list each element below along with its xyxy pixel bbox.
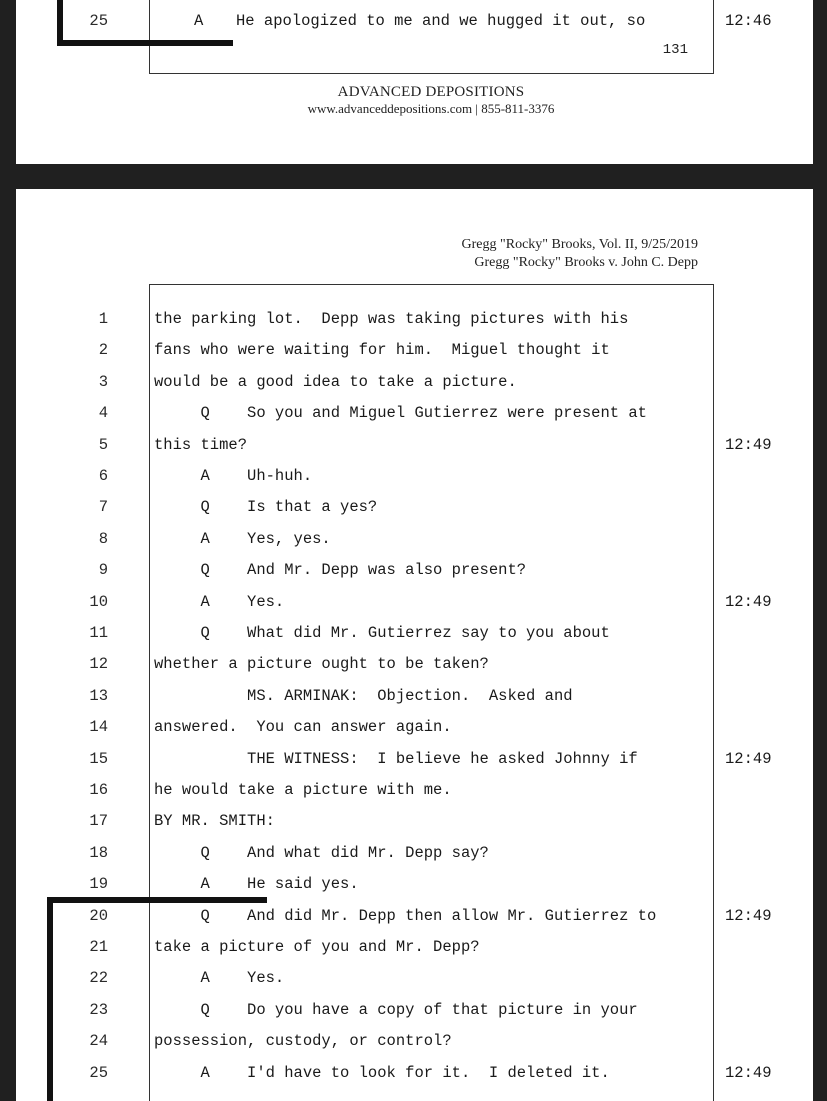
transcript-page-previous — [16, 0, 813, 164]
line-number: 9 — [98, 561, 108, 580]
transcript-line-text: Q Is that a yes? — [154, 498, 378, 517]
line-number: 5 — [98, 435, 108, 454]
speaker-marker: A — [194, 12, 204, 30]
header-case-title: Gregg "Rocky" Brooks v. John C. Depp — [474, 255, 698, 270]
line-number: 12 — [89, 655, 108, 674]
transcript-line-text: He apologized to me and we hugged it out, so — [236, 12, 646, 30]
line-number: 25 — [89, 12, 108, 30]
line-number: 23 — [89, 1000, 108, 1019]
transcript-line-text: he would take a picture with me. — [154, 781, 452, 799]
transcript-line-text: would be a good idea to take a picture. — [154, 372, 517, 391]
line-number: 22 — [89, 969, 108, 988]
line-number: 8 — [98, 529, 108, 548]
transcript-line-text: the parking lot. Depp was taking pictures with his — [154, 310, 629, 328]
footer-contact: www.advanceddepositions.com | 855-811-3376 — [307, 101, 555, 116]
line-number: 25 — [89, 1063, 108, 1082]
transcript-line-text: A Yes, yes. — [154, 529, 331, 548]
transcript-line-text: A I'd have to look for it. I deleted it. — [154, 1063, 610, 1082]
line-number: 15 — [89, 749, 108, 768]
line-number: 24 — [89, 1032, 108, 1051]
transcript-line-text: fans who were waiting for him. Miguel thought it — [154, 341, 610, 360]
transcript-line-text: A Yes. — [154, 969, 285, 988]
line-number: 10 — [89, 592, 108, 611]
bracket-mark-horizontal — [47, 897, 267, 903]
transcript-line-text: MS. ARMINAK: Objection. Asked and — [154, 686, 573, 705]
page-header — [462, 236, 698, 272]
timestamp: 12:49 — [725, 906, 772, 925]
line-number: 20 — [89, 906, 108, 925]
transcript-line-text: Q So you and Miguel Gutierrez were present at — [154, 404, 647, 423]
transcript-line-text: BY MR. SMITH: — [154, 812, 275, 831]
line-number: 19 — [89, 875, 108, 894]
page-footer — [216, 84, 646, 117]
transcript-page — [16, 189, 813, 1101]
transcript-line-text: THE WITNESS: I believe he asked Johnny if — [154, 749, 638, 768]
transcript-line-text: this time? — [154, 435, 248, 454]
transcript-line-text: Q And did Mr. Depp then allow Mr. Gutierrez to — [154, 906, 657, 925]
transcript-line-text: Q What did Mr. Gutierrez say to you about — [154, 624, 610, 642]
line-number: 6 — [98, 467, 108, 485]
line-number: 4 — [98, 404, 108, 423]
line-number: 13 — [89, 686, 108, 705]
transcript-line-text: take a picture of you and Mr. Depp? — [154, 938, 480, 956]
timestamp: 12:49 — [725, 592, 772, 611]
bracket-mark-vertical — [47, 897, 53, 1101]
timestamp: 12:49 — [725, 435, 772, 454]
line-number: 18 — [89, 843, 108, 862]
timestamp: 12:49 — [725, 749, 772, 768]
transcript-line-text: possession, custody, or control? — [154, 1032, 452, 1051]
timestamp: 12:46 — [725, 12, 772, 30]
transcript-line-text: Q And what did Mr. Depp say? — [154, 843, 489, 862]
line-number: 21 — [89, 938, 108, 956]
header-case-volume: Gregg "Rocky" Brooks, Vol. II, 9/25/2019 — [461, 237, 698, 252]
transcript-line-text: Q And Mr. Depp was also present? — [154, 561, 527, 580]
timestamp: 12:49 — [725, 1063, 772, 1082]
page-number: 131 — [662, 42, 688, 58]
transcript-line-text: answered. You can answer again. — [154, 718, 452, 737]
transcript-line-text: A Uh-huh. — [154, 467, 313, 485]
line-number: 7 — [98, 498, 108, 517]
line-number: 11 — [89, 624, 108, 642]
line-number: 3 — [98, 372, 108, 391]
line-number: 14 — [89, 718, 108, 737]
transcript-line-text: A Yes. — [154, 592, 285, 611]
line-number: 1 — [98, 310, 108, 328]
transcript-line-text: A He said yes. — [154, 875, 359, 894]
line-number: 2 — [98, 341, 108, 360]
transcript-line-text: Q Do you have a copy of that picture in your — [154, 1000, 638, 1019]
transcript-line-text: whether a picture ought to be taken? — [154, 655, 489, 674]
bracket-mark-horizontal — [57, 40, 233, 46]
footer-company-name: ADVANCED DEPOSITIONS — [337, 84, 525, 100]
line-number: 17 — [89, 812, 108, 831]
line-number: 16 — [89, 781, 108, 799]
